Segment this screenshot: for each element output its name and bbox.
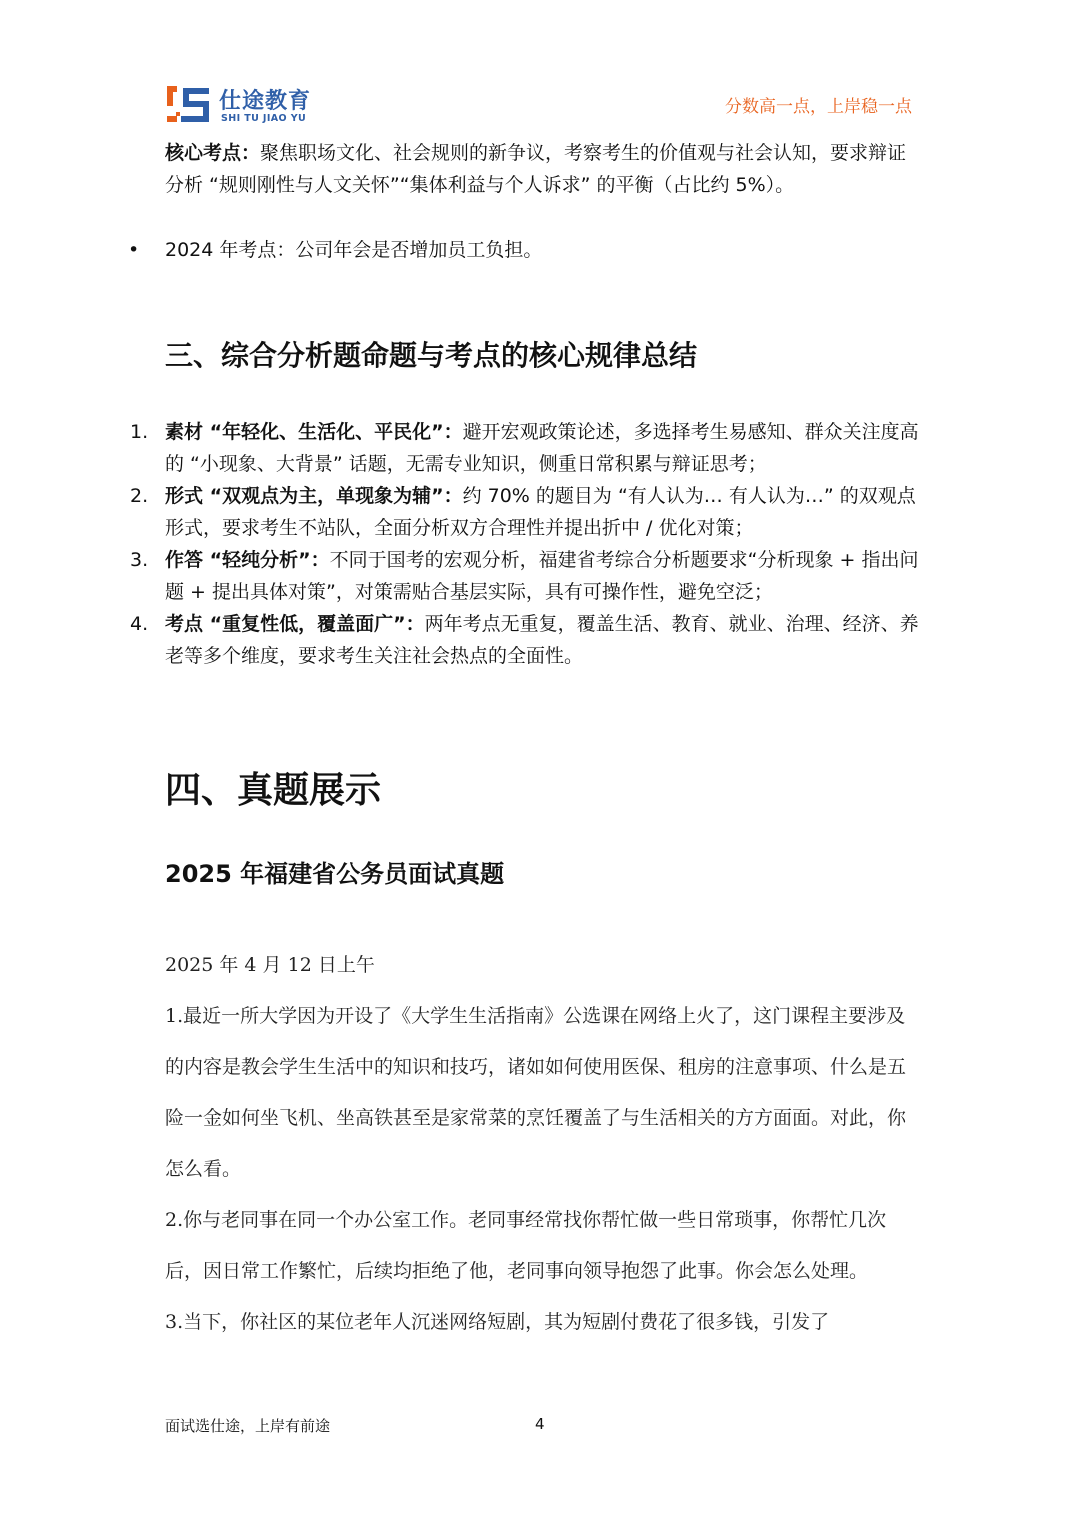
question-item: 1.最近一所大学因为开设了《大学生生活指南》公选课在网络上火了，这门课程主要涉及的内容是教会学生生活中的知识和技巧，诸如如何使用医保、租房的注意事项、什么是五险一金如何坐飞机、坐高铁甚至是家常菜的烹饪覆盖了与生活相关的方方面面。对此，你怎么看。 <box>165 1005 907 1180</box>
list-item-text: 避开宏观政策论述，多选择考生易感知、群众关注度高的 “小现象、大背景” 话题，无需专业知识，侧重日常积累与辩证思考； <box>165 421 919 475</box>
list-number: 4. <box>130 613 149 635</box>
list-item-label: 形式 “双观点为主，单现象为辅”： <box>165 485 463 507</box>
list-item-text: 约 70% 的题目为 “有人认为… 有人认为…” 的双观点形式，要求考生不站队，全面分析双方合理性并提出折中 / 优化对策； <box>165 485 916 539</box>
summary-list-item <box>130 608 920 672</box>
bullet-dot-icon: • <box>128 239 140 261</box>
question-item: 3.当下，你社区的某位老年人沉迷网络短剧，其为短剧付费花了很多钱，引发了 <box>165 1311 830 1333</box>
summary-list-item <box>130 544 920 608</box>
logo-mark-icon <box>165 82 213 126</box>
section4-heading: 四、真题展示 <box>165 770 382 811</box>
footer-slogan: 面试选仕途，上岸有前途 <box>165 1417 331 1435</box>
summary-list-item <box>130 416 920 480</box>
section3-heading: 三、综合分析题命题与考点的核心规律总结 <box>165 339 698 372</box>
list-item-label: 考点 “重复性低，覆盖面广”： <box>165 613 425 635</box>
summary-list-item <box>130 480 920 544</box>
list-item-text: 两年考点无重复，覆盖生活、教育、就业、治理、经济、养老等多个维度，要求考生关注社会热点的全面性。 <box>165 613 919 667</box>
header-slogan: 分数高一点，上岸稳一点 <box>725 97 912 117</box>
exam-subtitle: 2025 年福建省公务员面试真题 <box>165 860 505 888</box>
page-number: 4 <box>535 1415 545 1433</box>
list-number: 2. <box>130 485 149 507</box>
core-point-label: 核心考点： <box>165 142 261 164</box>
logo-english-text: SHI TU JIAO YU <box>221 113 307 124</box>
exam-date: 2025 年 4 月 12 日上午 <box>165 954 375 976</box>
summary-list <box>130 416 920 672</box>
question-item: 2.你与老同事在同一个办公室工作。老同事经常找你帮忙做一些日常琐事，你帮忙几次后，因日常工作繁忙，后续均拒绝了他，老同事向领导抱怨了此事。你会怎么处理。 <box>165 1209 887 1282</box>
list-number: 1. <box>130 421 149 443</box>
core-point-text: 聚焦职场文化、社会规则的新争议，考察考生的价值观与社会认知，要求辩证分析 “规则刚性与人文关怀”“集体利益与个人诉求” 的平衡（占比约 5%）。 <box>165 142 907 196</box>
list-item-text: 不同于国考的宏观分析，福建省考综合分析题要求“分析现象 + 指出问题 + 提出具体对策”，对策需贴合基层实际，具有可操作性，避免空泛； <box>165 549 919 603</box>
logo-chinese-text: 仕途教育 <box>219 89 312 114</box>
core-point-paragraph <box>165 137 920 201</box>
list-number: 3. <box>130 549 149 571</box>
bullet-item-text: 2024 年考点：公司年会是否增加员工负担。 <box>165 239 543 261</box>
logo <box>165 82 315 130</box>
list-item-label: 作答 “轻纯分析”： <box>165 549 330 571</box>
list-item-label: 素材 “年轻化、生活化、平民化”： <box>165 421 463 443</box>
exam-questions <box>165 940 917 1348</box>
